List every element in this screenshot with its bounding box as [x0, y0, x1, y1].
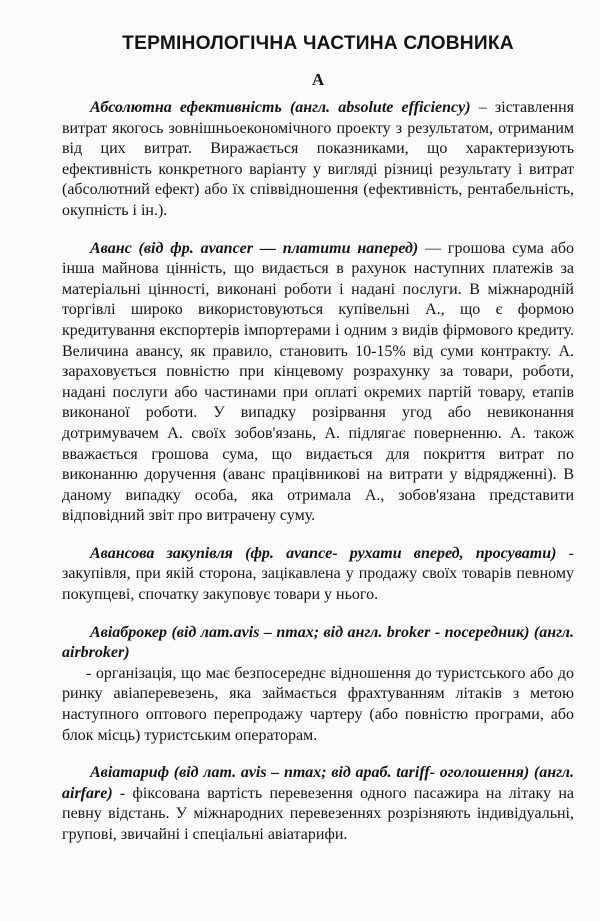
page-title: ТЕРМІНОЛОГІЧНА ЧАСТИНА СЛОВНИКА [122, 33, 514, 54]
entry-term: Абсолютна ефективність (англ. absolute efficiency) [90, 99, 471, 116]
entry-absolute-efficiency [62, 98, 574, 222]
entry-advance [62, 239, 574, 527]
entry-term: Аванс (від фр. avancer — платити наперед) [90, 239, 419, 257]
entry-definition: - фіксована вартість перевезення одного пасажира на літаку на певну відстань. У міжнародних перевезеннях розрізняють індивідуальні, групові, звичайні і спеціальні авіатарифи. [62, 784, 574, 843]
entry-definition: - закупівля, при якій сторона, зацікавлена у продажу своїх товарів певному покупцеві, спочатку закуповує товари у нього. [62, 544, 574, 604]
section-letter: А [311, 70, 325, 89]
dictionary-page [62, 28, 574, 863]
entry-definition: - організація, що має безпосереднє відношення до туристського або до ринку авіаперевезень, яка займається фрахтуванням літаків з метою наступного оптового перепродажу чартеру (або повністю програми, або блок місць) туристським операторам. [62, 664, 574, 744]
entry-definition: – зіставлення витрат якогось зовнішньоекономічного проекту з результатом, отриманим від цих витрат. Виражається показниками, що характеризують ефективність конкретного варіанту у вигляді різниці результату і витрат (абсолютний ефект) або їх співвідношення (ефективність, рентабельність, окупність і ін.). [62, 99, 574, 219]
entry-term: Авіаброкер (від лат.avis – птах; від англ. broker - посередник) (англ. airbroker) [62, 623, 574, 662]
entry-term: Авіатариф (від лат. avis – птах; від араб. tariff- оголошення) (англ. airfare) [62, 764, 574, 802]
entry-airfare [62, 763, 574, 845]
entry-term: Авансова закупівля (фр. avance- рухати вперед, просувати) [90, 544, 557, 562]
entry-definition: — грошова сума або інша майнова цінність, що видається в рахунок наступних платежів за матеріальні цінності, виконані роботи і надані послуги. В міжнародній торгівлі широко використовуються купівельні А., що є формою кредитування експортерів імпортерами і одним з видів фірмового кредиту. Величина авансу, як правило, становить 10-15% від суми контракту. А. зараховується повністю при кінцевому розрахунку за товари, роботи, надані послуги або частинами при оплаті окремих партій товару, етапів виконаної роботи. У випадку розірвання угод або невиконання дотримувачем А. своїх зобов'язань, А. підлягає поверненню. А. також вважається грошова сума, що видається для покриття витрат по виконанню доручення (аванс працівникові на витрати у відрядженні). В даному випадку особа, яка отримала А., зобов'язана представити відповідний звіт про витрачену суму. [62, 239, 574, 525]
entry-airbroker [62, 623, 574, 747]
entry-advance-purchase [62, 544, 574, 606]
